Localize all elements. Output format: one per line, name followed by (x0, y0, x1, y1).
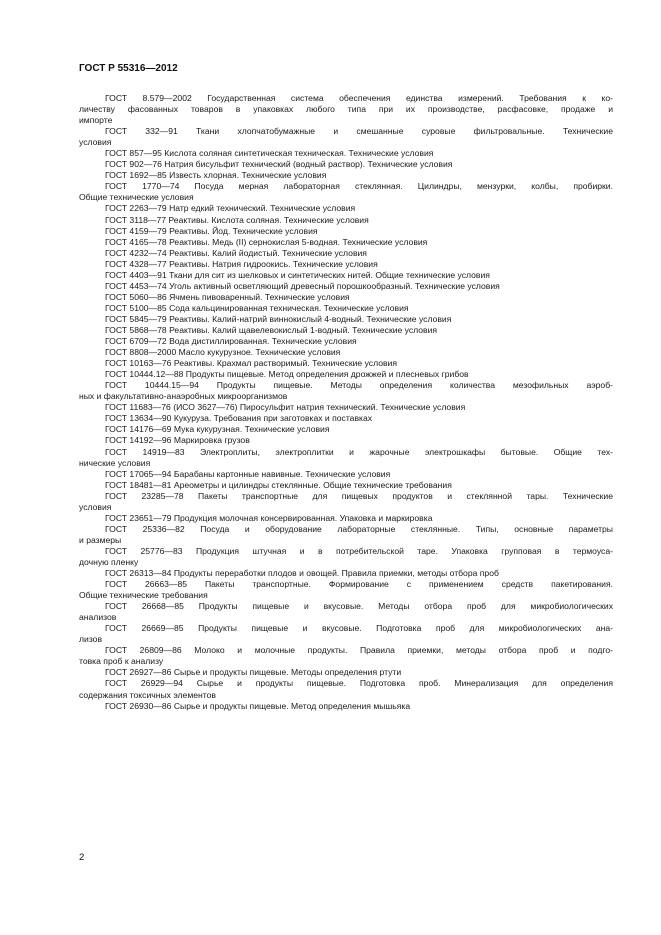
reference-entry (79, 568, 613, 579)
reference-line: товка проб к анализу (79, 656, 164, 667)
reference-line: ГОСТ 8.579—2002 Государственная система обеспечения единства измерений. Требования к ко- (105, 93, 613, 103)
reference-entry (79, 281, 613, 292)
reference-line: ГОСТ 902—76 Натрия бисульфит технический (водный раствор). Технические условия (105, 159, 453, 170)
reference-line: ГОСТ 5100—85 Сода кальцинированная техническая. Технические условия (105, 302, 409, 313)
reference-line: ГОСТ 332—91 Ткани хлопчатобумажные и смешанные суровые фильтровальные. Технические (105, 126, 613, 137)
reference-line: импорте (79, 115, 113, 126)
reference-entry (79, 579, 613, 601)
reference-entry (79, 215, 613, 226)
reference-entry (79, 203, 613, 214)
reference-entry (79, 148, 613, 159)
reference-entry (79, 402, 613, 413)
reference-entry (79, 259, 613, 270)
reference-entry (79, 469, 613, 480)
reference-entry (79, 303, 613, 314)
reference-line: ГОСТ 10444.12—88 Продукты пищевые. Метод определения дрожжей и плесневых грибов (105, 369, 469, 380)
reference-line: ГОСТ 26930—86 Сырье и продукты пищевые. Метод определения мышьяка (105, 700, 411, 711)
reference-line: ГОСТ 18481—81 Ареометры и цилиндры стеклянные. Общие технические требования (105, 479, 452, 490)
reference-entry (79, 546, 613, 568)
reference-entry (79, 524, 613, 546)
reference-line: ГОСТ 4453—74 Уголь активный осветляющий древесный порошкообразный. Технические условия (105, 280, 500, 291)
reference-entry (79, 347, 613, 358)
reference-line: ных и факультативно-анаэробных микроорганизмов (79, 391, 288, 402)
reference-line: ГОСТ 26669—85 Продукты пищевые и вкусовые. Подготовка проб для микробиологических ана- (105, 623, 613, 634)
reference-line: ГОСТ 5868—78 Реактивы. Калий щавелевокислый 1-водный. Технические условия (105, 324, 438, 335)
reference-line: ГОСТ 26663—85 Пакеты транспортные. Формирование с применением средств пакетирования. (105, 579, 613, 590)
reference-entry (79, 181, 613, 203)
reference-entry (79, 336, 613, 347)
reference-line: ГОСТ 4328—77 Реактивы. Натрия гидроокись. Технические условия (105, 258, 378, 269)
reference-entry (79, 601, 613, 623)
reference-entry (79, 358, 613, 369)
reference-entry (79, 480, 613, 491)
reference-line: ГОСТ 1692—85 Известь хлорная. Технические условия (105, 170, 327, 181)
reference-line: лизов (79, 634, 103, 645)
reference-line: ГОСТ 1770—74 Посуда мерная лабораторная стеклянная. Цилиндры, мензурки, колбы, пробирки. (105, 181, 613, 192)
reference-entry (79, 667, 613, 678)
reference-line: ГОСТ 6709—72 Вода дистиллированная. Технические условия (105, 336, 357, 347)
reference-line: ГОСТ 10163—76 Реактивы. Крахмал растворимый. Технические условия (105, 358, 397, 369)
reference-line: ГОСТ 10444.15—94 Продукты пищевые. Методы определения количества мезофильных аэроб- (105, 380, 613, 391)
reference-line: дочную пленку (79, 556, 139, 567)
reference-entry (79, 248, 613, 259)
reference-line: ГОСТ 26313—84 Продукты переработки плодов и овощей. Правила приемки, методы отбора проб (105, 568, 499, 579)
reference-line: ГОСТ 26668—85 Продукты пищевые и вкусовые. Методы отбора проб для микробиологических (105, 601, 613, 612)
reference-line: ГОСТ 5060—86 Ячмень пивоваренный. Технические условия (105, 291, 350, 302)
document-header: ГОСТ Р 55316—2012 (79, 63, 178, 74)
reference-line: личеству фасованных товаров в упаковках любого типа при их производстве, расфасовке, продаже и (79, 104, 613, 115)
reference-entry (79, 413, 613, 424)
reference-line: нические условия (79, 457, 151, 468)
reference-entry (79, 701, 613, 712)
reference-line: Общие технические требования (79, 590, 208, 601)
reference-entry (79, 314, 613, 325)
reference-line: ГОСТ 14192—96 Маркировка грузов (105, 435, 250, 446)
reference-entry (79, 159, 613, 170)
reference-line: ГОСТ 25336—82 Посуда и оборудование лабораторные стеклянные. Типы, основные параметры (105, 523, 613, 534)
reference-line: условия (79, 501, 112, 512)
reference-line: условия (79, 137, 112, 148)
reference-line: анализов (79, 612, 117, 623)
reference-entry (79, 270, 613, 281)
reference-entry (79, 447, 613, 469)
reference-entry (79, 623, 613, 645)
reference-line: Общие технические условия (79, 192, 194, 203)
page-number: 2 (79, 852, 85, 863)
reference-line: ГОСТ 14176—69 Мука кукурузная. Технические условия (105, 424, 330, 435)
reference-line: ГОСТ 14919—83 Электроплиты, электроплитки и жарочные электрошкафы бытовые. Общие тех- (105, 446, 613, 457)
reference-entry (79, 237, 613, 248)
reference-line: ГОСТ 13634—90 Кукуруза. Требования при заготовках и поставках (105, 413, 373, 424)
reference-line: содержания токсичных элементов (79, 689, 216, 700)
reference-entry (79, 380, 613, 402)
reference-entry (79, 491, 613, 513)
reference-line: ГОСТ 5845—79 Реактивы. Калий-натрий виннокислый 4-водный. Технические условия (105, 313, 452, 324)
reference-entry (79, 126, 613, 148)
reference-entry (79, 226, 613, 237)
reference-entry (79, 93, 613, 126)
reference-line: ГОСТ 26927—86 Сырье и продукты пищевые. Методы определения ртути (105, 667, 402, 678)
reference-line: ГОСТ 17065—94 Барабаны картонные навивные. Технические условия (105, 468, 391, 479)
reference-line: ГОСТ 4403—91 Ткани для сит из шелковых и синтетических нитей. Общие технические условия (105, 269, 490, 280)
reference-line: ГОСТ 23651—79 Продукция молочная консервированная. Упаковка и маркировка (105, 512, 433, 523)
reference-line: ГОСТ 3118—77 Реактивы. Кислота соляная. Технические условия (105, 214, 369, 225)
reference-line: ГОСТ 4159—79 Реактивы. Йод. Технические условия (105, 225, 318, 236)
reference-line: ГОСТ 25776—83 Продукция штучная и в потребительской таре. Упаковка групповая в термоуса- (105, 545, 613, 556)
reference-line: ГОСТ 2263—79 Натр едкий технический. Технические условия (105, 203, 356, 214)
reference-entry (79, 678, 613, 700)
normative-references-list (79, 93, 613, 712)
reference-line: ГОСТ 857—95 Кислота соляная синтетическая техническая. Технические условия (105, 148, 434, 159)
reference-entry (79, 513, 613, 524)
reference-line: ГОСТ 8808—2000 Масло кукурузное. Технические условия (105, 347, 341, 358)
reference-line: и размеры (79, 534, 122, 545)
reference-entry (79, 325, 613, 336)
reference-line: ГОСТ 23285—78 Пакеты транспортные для пищевых продуктов и стеклянной тары. Технические (105, 490, 613, 501)
reference-line: ГОСТ 26809—86 Молоко и молочные продукты. Правила приемки, методы отбора проб и подго- (105, 645, 613, 656)
reference-line: ГОСТ 26929—94 Сырье и продукты пищевые. Подготовка проб. Минерализация для определения (105, 678, 613, 689)
reference-entry (79, 645, 613, 667)
reference-entry (79, 435, 613, 446)
reference-entry (79, 369, 613, 380)
reference-entry (79, 170, 613, 181)
reference-line: ГОСТ 4165—78 Реактивы. Медь (II) сернокислая 5-водная. Технические условия (105, 236, 428, 247)
reference-entry (79, 292, 613, 303)
reference-entry (79, 424, 613, 435)
reference-line: ГОСТ 11683—76 (ИСО 3627—76) Пиросульфит натрия технический. Технические условия (105, 402, 466, 413)
reference-line: ГОСТ 4232—74 Реактивы. Калий йодистый. Технические условия (105, 247, 367, 258)
